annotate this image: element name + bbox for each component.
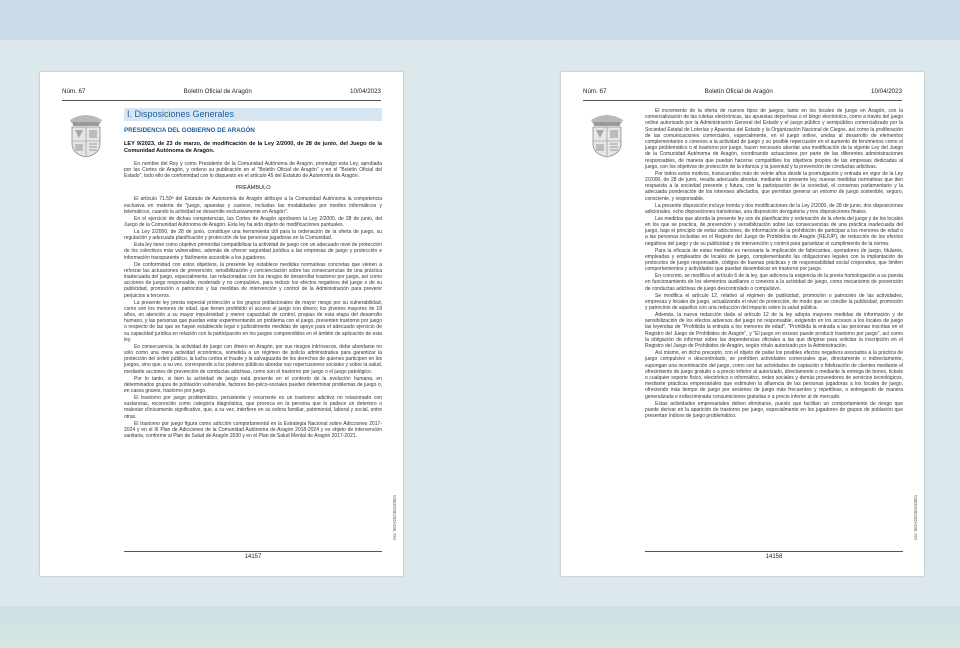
journal-name: Boletín Oficial de Aragón	[183, 88, 252, 95]
document-body	[124, 108, 382, 544]
preamble-heading: PREÁMBULO	[235, 185, 271, 192]
issuing-body: PRESIDENCIA DEL GOBIERNO DE ARAGÓN	[124, 127, 255, 134]
paragraph: El incremento de la oferta de nuevos tipos de juegos, tanto en los locales de juego en Aragón, con la comercialización de las ruletas electrónicas, las apuestas deportivas o el bingo electrónico, como a través del juego online autorizado por la Administración General del Estado y el juego público y semipúblico comercializado por la Sociedad Estatal de Loterías y Apuestas del Estado y la Organización Nacional de Ciegos, así como la proliferación de las comunicaciones comerciales, especialmente, en el juego online, unidas al desarrollo de elementos complementarios o conexos a la actividad de juego y su posible repercusión en el aumento de fenómenos como el juego problemático o el trastorno por juego, hacen necesario abordar una modificación de la vigente Ley del Juego de la Comunidad Autónoma de Aragón, coordinando actuaciones por parte de las diferentes administraciones responsables, de manera que puedan hacerse compatibles los objetivos propios de las empresas dedicadas al juego, con los objetivos de protección de la infancia y la juventud y la prevención de conductas adictivas.	[645, 108, 903, 170]
paragraph: Por lo tanto, si bien la actividad de juego está presente en el contexto de la evolución humana, en determinados grupos de población vulnerable, factores bio-psico-sociales pueden determinar problemas de juego o, en casos graves, trastorno por juego.	[124, 375, 382, 395]
journal-name: Boletín Oficial de Aragón	[704, 88, 773, 95]
paragraph: El trastorno por juego figura como adicción comportamental en la Estrategia Nacional sobre Adicciones 2017-2024 y en el III Plan de Adicciones de la Comunidad Autónoma de Aragón 2018-2024 y es objeto de intervención sanitaria, conforme al Plan de Salud de Aragón 2030 y en el Plan de Salud Mental de Aragón 2017-2021.	[124, 420, 382, 440]
csv-text: csv: BOA20230410001	[913, 494, 918, 540]
paragraph: Las medidas que aborda la presente ley son de planificación y ordenación de la oferta del juego y de los locales en los que se practica, de prevención y sensibilización sobre las consecuencias de una práctica inadecuada del juego, bajo el principio de evitar adicciones, de información de la prohibición de participar a los menores de edad o a las personas incluidas en el Registro del Juego de Prohibidos de Aragón (REJUP), de reducción de los efectos negativos del juego y de su publicidad y de intervención y control para garantizar el cumplimiento de la norma.	[645, 215, 903, 247]
issue-number: Núm. 67	[62, 88, 86, 95]
paragraph: Estas actividades empresariales deben eliminarse, puesto que facilitan un comportamiento de riesgo que puede derivar en la aparición de trastorno por juego, especialmente en los jugadores de grupos de población que presentan índices de juego problemático.	[645, 400, 903, 419]
document-page-right	[561, 72, 924, 576]
coat-of-arms-icon	[64, 110, 108, 158]
coat-of-arms-icon	[585, 110, 629, 158]
issue-number: Núm. 67	[583, 88, 607, 95]
document-page-left	[40, 72, 403, 576]
issue-date: 10/04/2023	[350, 88, 381, 95]
paragraph: Para la eficacia de estas medidas es necesaria la implicación de fabricantes, operadores de juego, titulares, empleadas y empleados de locales de juego, complementando las obligaciones legales con la implantación de protocolos de juego responsable, códigos de buenas prácticas y de responsabilidad social corporativa, que limiten comportamientos y actividades que puedan desembocar en trastorno por juego.	[645, 247, 903, 273]
paragraph: En concreto, se modifica el artículo 6 de la ley, que adiciona la exigencia de la previa homologación a su puesta en funcionamiento de los elementos auxiliares o conexos a la actividad de juego, como mecanismo de prevención de conductas adictivas de juego descontrolado o compulsivo.	[645, 273, 903, 292]
csv-code	[389, 420, 397, 540]
paragraph: La presente disposición incluye treinta y dos modificaciones de la Ley 2/2000, de 28 de junio, dos disposiciones adicionales, ocho disposiciones transitorias, una disposición derogatoria y tres disposiciones finales.	[645, 202, 903, 215]
page-number: 14158	[765, 554, 783, 560]
document-body	[645, 108, 903, 544]
paragraph: El artículo 71.50ª del Estatuto de Autonomía de Aragón atribuye a la Comunidad Autónoma la competencia exclusiva en materia de "juego, apuestas y casinos, incluidas las modalidades por medios informáticos y telemáticos, cuando la actividad se desarrolle exclusivamente en Aragón".	[124, 196, 382, 215]
paragraph: El trastorno por juego problemático, persistente y recurrente es un trastorno adictivo no relacionado con sustancias, reconocido como categoría diagnóstica, que provoca en la persona que lo padece un deterioro o malestar clínicamente significativo, que, a su vez, interfiere en su esfera familiar, patrimonial, laboral y social, entre otras.	[124, 395, 382, 420]
paragraph: La presente ley presta especial protección a los grupos poblacionales de mayor riesgo por su vulnerabilidad, como son los menores de edad, que tienen prohibido el acceso al juego con dinero; los jóvenes mayores de 18 años, en atención a su mayor impulsividad y menor capacidad de control, propias de esta etapa del desarrollo humano, y las personas que puedan estar experimentando un problema con el juego, presenten trastorno por juego o respecto de las que se hayan establecido legal o judicialmente medidas de apoyo para el adecuado ejercicio de su capacidad jurídica en relación con la participación en los juegos comprendidos en el ámbito de aplicación de esta ley.	[124, 299, 382, 343]
paragraph: Por todos estos motivos, transcurridos más de veinte años desde la promulgación y entrada en vigor de la Ley 2/2000, de 28 de junio, resulta adecuado abordar, mediante la presente ley, nuevas medidas normativas que den respuesta a la sociedad presente y futura, con la participación de la sociedad, el consenso parlamentario y la adecuada ponderación de los intereses afectados, que permitan generar un entorno de juego sostenible, seguro, consciente, y responsable.	[645, 170, 903, 202]
paragraph: En consecuencia, la actividad de juego con dinero en Aragón, por sus riesgos intrínsecos, debe abordarse no sólo como una mera actividad económica, sometida a un régimen de policía administrativa para garantizar la protección del orden público, la lucha contra el fraude y la salvaguarda de los derechos de quienes participen en los juegos, sino que, a su vez, corresponde a los poderes públicos abordar sus repercusiones sociales y sobre la salud, mediante acciones de prevención de conductas adictivas, como son el trastorno por juego o el juego patológico.	[124, 343, 382, 375]
page-header	[583, 88, 902, 101]
section-heading: I. Disposiciones Generales	[124, 108, 382, 121]
law-title: LEY 9/2023, de 23 de marzo, de modificación de la Ley 2/2000, de 28 de junio, del Juego de la Comunidad Autónoma de Aragón.	[124, 141, 382, 154]
paragraph: Así mismo, en dicho precepto, con el objeto de paliar los posibles efectos negativos asociados a la práctica de juego compulsivo o descontrolado, se prohíben actividades comerciales que, directamente o indirectamente, supongan una incentivación del juego, como son las actividades de captación o fidelización de clientes mediante el ofrecimiento de juego gratuito o a precio inferior al autorizado, directamente o mediante la entrega de bonos, tickets o cualquier soporte físico, electrónico o informático, redes sociales y demás proveedores de servicios tecnológicos, mediante prácticas empresariales que estimulen la afluencia de las personas jugadoras a los locales de juego, ofreciendo más tiempo de juego por sesiones de juego más frecuentes y repetitivas, o entregando de manera generalizada e indiscriminada consumiciones gratuitas o a precio inferior al de mercado.	[645, 350, 903, 400]
paragraph: De conformidad con estos objetivos, la presente ley establece medidas normativas concretas que vienen a reforzar las actuaciones de prevención, sensibilización y concienciación sobre las consecuencias de una práctica inadecuada del juego, especialmente, las relacionadas con los riesgos de desarrollar trastorno por juego, así como acciones de juego responsable, moderado y no compulsivo, para reducir los efectos negativos del juego o de su publicidad, promoción o patrocinio y las medidas de intervención y control de la Administración para prevenir perjuicios a terceros.	[124, 261, 382, 299]
issue-date: 10/04/2023	[871, 88, 902, 95]
paragraph: La Ley 2/2000, de 28 de junio, constituye una herramienta útil para la ordenación de la oferta de juego, su regulación y adecuada planificación y protección de las personas jugadoras en la Comunidad.	[124, 229, 382, 242]
paragraph: Se modifica el artículo 12, relativo al régimen de publicidad, promoción o patrocinio de las actividades, empresas y locales de juego, actualizando el nivel de protección, de modo que se concilie la publicidad, promoción y patrocinio de aquellos con una reducción del impacto sobre la salud pública.	[645, 292, 903, 312]
page-footer	[124, 551, 382, 564]
page-footer	[645, 551, 903, 564]
csv-text: csv: BOA20230410001	[392, 494, 397, 540]
page-number: 14157	[244, 554, 262, 560]
promulgation-text: En nombre del Rey y como Presidente de la Comunidad Autónoma de Aragón, promulgo esta Ley, aprobada por las Cortes de Aragón, y ordeno su publicación en el "Boletín Oficial de Aragón" y en el "Boletín Oficial del Estado", todo ello de conformidad con lo dispuesto en el artículo 45 del Estatuto de Autonomía de Aragón.	[124, 160, 382, 179]
paragraph: Esta ley tiene como objetivo primordial compatibilizar la actividad de juego con un adecuado nivel de protección de los colectivos más vulnerables, además de ofrecer seguridad jurídica a las empresas de juego y protección e información transparente y fácilmente accesible a los jugadores.	[124, 242, 382, 261]
paragraph: Además, la nueva redacción dada al artículo 12 de la ley adopta mayores medidas de información y de sensibilización de los efectos adversos del juego no responsable, exigiendo en los accesos a los locales de juego las leyendas de "Prohibida la entrada a los menores de edad", "Prohibida la entrada a las personas inscritas en el Registro del Juego de Prohibidos de Aragón", y "El juego en exceso puede producir trastorno por juego", así como la obligación de informar sobre las dependencias oficiales a las que dirigirse para solicitar la inscripción en el Registro del Juego de Prohibidos de Aragón, según rótulo autorizado por la Administración.	[645, 312, 903, 350]
page-header	[62, 88, 381, 101]
csv-code	[910, 420, 918, 540]
paragraph: En el ejercicio de dichas competencias, las Cortes de Aragón aprobaron la Ley 2/2000, de 28 de junio, del Juego de la Comunidad Autónoma de Aragón. Esta ley ha sido objeto de modificaciones puntuales.	[124, 215, 382, 229]
